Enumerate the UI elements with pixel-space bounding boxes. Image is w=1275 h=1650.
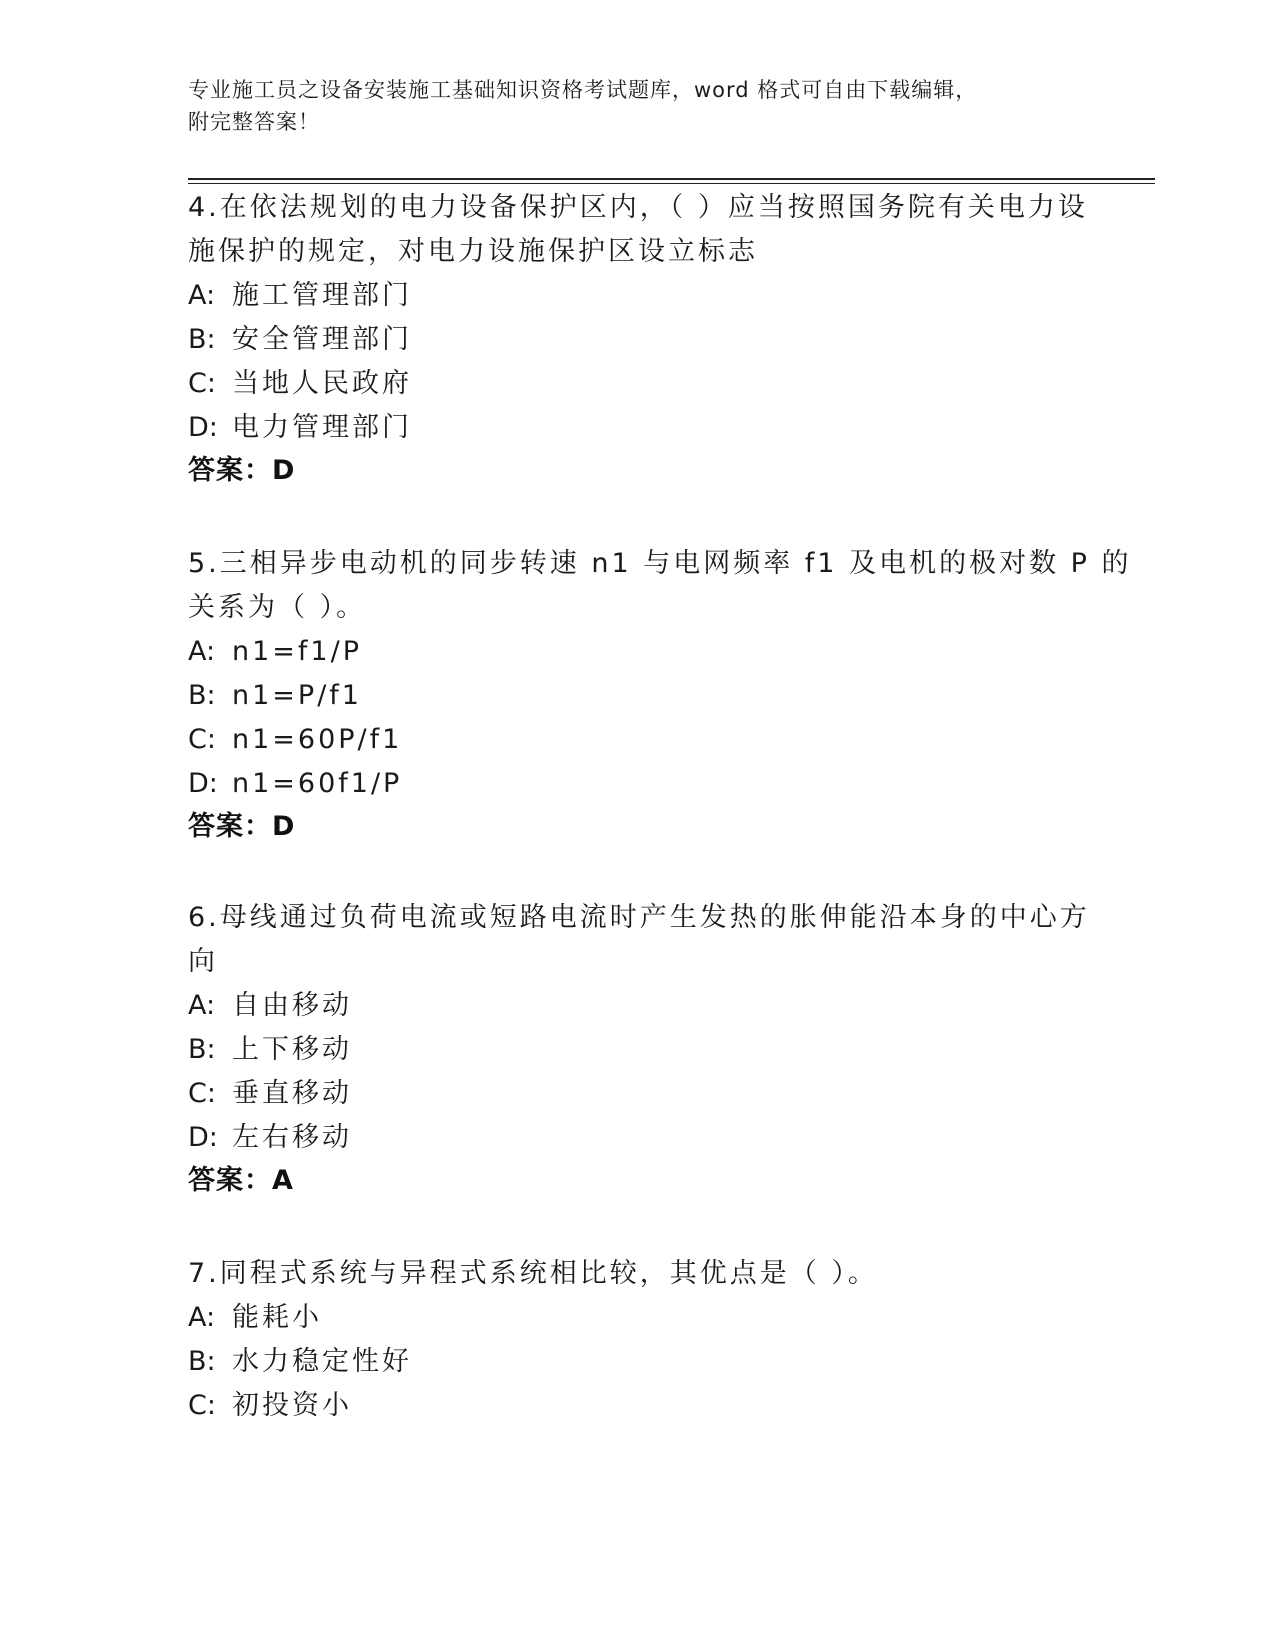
option-text: 初投资小 xyxy=(232,1390,352,1421)
header-line-1: 专业施工员之设备安装施工基础知识资格考试题库，word 格式可自由下载编辑， xyxy=(188,78,978,102)
question-5-option-a xyxy=(188,634,362,670)
question-5-option-b xyxy=(188,678,362,714)
option-letter: A: xyxy=(188,1302,216,1333)
question-4-option-d xyxy=(188,410,412,446)
question-5-answer: 答案：D xyxy=(188,811,296,842)
option-text: 当地人民政府 xyxy=(232,368,412,399)
option-letter: B: xyxy=(188,1034,216,1065)
header-divider-thick xyxy=(188,178,1155,180)
question-6-stem-line-2: 向 xyxy=(188,946,218,977)
option-letter: A: xyxy=(188,280,216,311)
option-letter: A: xyxy=(188,990,216,1021)
option-text: 水力稳定性好 xyxy=(232,1346,412,1377)
option-text: 垂直移动 xyxy=(232,1078,352,1109)
option-letter: C: xyxy=(188,1390,216,1421)
document-header xyxy=(188,74,1088,138)
header-line-2: 附完整答案！ xyxy=(188,110,320,134)
option-letter: A: xyxy=(188,636,216,667)
header-divider-thin xyxy=(188,183,1155,184)
option-letter: D: xyxy=(188,768,218,799)
question-6-answer: 答案：A xyxy=(188,1165,294,1196)
question-4-option-c xyxy=(188,366,412,402)
question-7-stem-line-1: 7.同程式系统与异程式系统相比较，其优点是（ ）。 xyxy=(188,1258,878,1289)
option-text: 施工管理部门 xyxy=(232,280,412,311)
option-letter: C: xyxy=(188,724,216,755)
question-4-option-b xyxy=(188,322,412,358)
option-letter: B: xyxy=(188,324,216,355)
option-text: n1=f1/P xyxy=(232,636,362,667)
question-7-option-b xyxy=(188,1344,412,1380)
question-6-option-a xyxy=(188,988,352,1024)
option-letter: B: xyxy=(188,680,216,711)
option-letter: C: xyxy=(188,1078,216,1109)
question-5-option-c xyxy=(188,722,402,758)
option-text: 安全管理部门 xyxy=(232,324,412,355)
option-letter: C: xyxy=(188,368,216,399)
option-text: n1=P/f1 xyxy=(232,680,362,711)
option-text: n1=60f1/P xyxy=(232,768,403,799)
option-text: 左右移动 xyxy=(232,1122,352,1153)
option-letter: B: xyxy=(188,1346,216,1377)
option-letter: D: xyxy=(188,412,218,443)
question-4-stem-line-2: 施保护的规定，对电力设施保护区设立标志 xyxy=(188,236,758,267)
option-letter: D: xyxy=(188,1122,218,1153)
question-7-option-c xyxy=(188,1388,352,1424)
option-text: 上下移动 xyxy=(232,1034,352,1065)
question-6-stem-line-1: 6.母线通过负荷电流或短路电流时产生发热的胀伸能沿本身的中心方 xyxy=(188,902,1090,933)
option-text: 自由移动 xyxy=(232,990,352,1021)
option-text: n1=60P/f1 xyxy=(232,724,403,755)
question-4-option-a xyxy=(188,278,412,314)
question-5-stem-line-1: 5.三相异步电动机的同步转速 n1 与电网频率 f1 及电机的极对数 P 的 xyxy=(188,548,1132,579)
question-6-option-c xyxy=(188,1076,352,1112)
option-text: 电力管理部门 xyxy=(232,412,412,443)
question-6-option-b xyxy=(188,1032,352,1068)
question-5-stem-line-2: 关系为（ ）。 xyxy=(188,592,367,623)
question-7-option-a xyxy=(188,1300,322,1336)
question-4-stem-line-1: 4.在依法规划的电力设备保护区内，（ ）应当按照国务院有关电力设 xyxy=(188,192,1088,223)
question-6-option-d xyxy=(188,1120,352,1156)
question-4-answer: 答案：D xyxy=(188,455,296,486)
question-5-option-d xyxy=(188,766,402,802)
option-text: 能耗小 xyxy=(232,1302,322,1333)
